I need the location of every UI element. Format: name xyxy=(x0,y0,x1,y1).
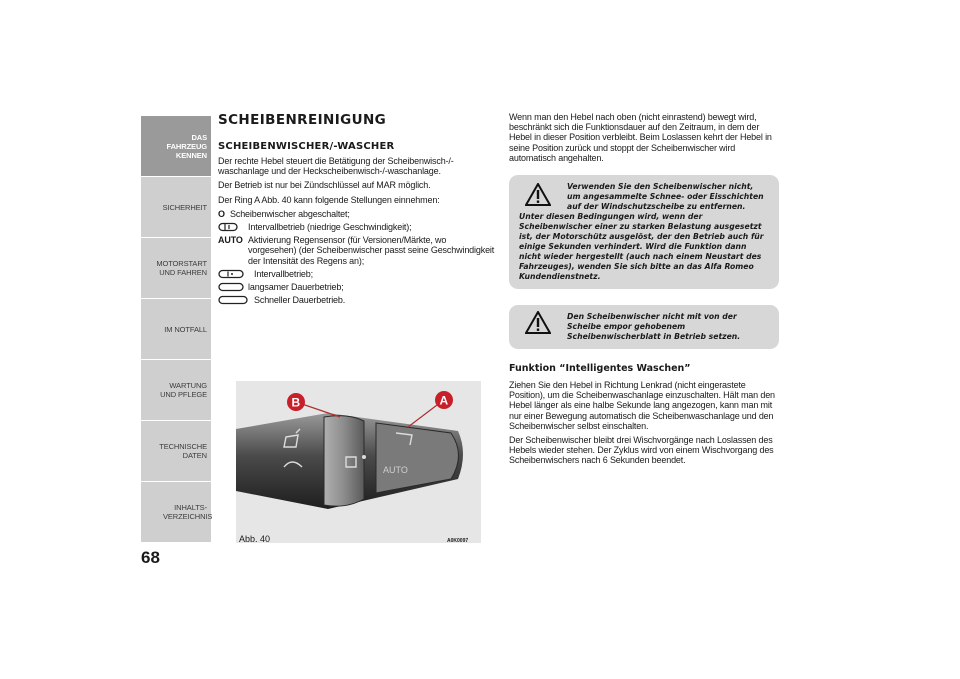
position-item-interval-slow xyxy=(218,222,495,232)
lever-auto-text: AUTO xyxy=(383,465,408,475)
position-item-fast-continuous xyxy=(218,295,495,305)
slow-continuous-icon xyxy=(218,282,248,292)
warning-box xyxy=(509,305,779,349)
interval-icon xyxy=(218,269,254,279)
paragraph: Der Scheibenwischer bleibt drei Wischvorgänge nach Loslassen des Hebels wieder stehen. Der Zyklus wird von einem Wischvorgang des Scheibenwischers nach 6 Sekunden beendet. xyxy=(509,435,774,466)
paragraph: Der Betrieb ist nur bei Zündschlüssel auf MAR möglich. xyxy=(218,180,431,191)
warning-text xyxy=(519,312,769,342)
callout-a: A xyxy=(439,393,449,408)
paragraph: Der rechte Hebel steuert die Betätigung der Scheibenwisch-/-waschanlage und der Heckscheibenwisch-/-waschanlage. xyxy=(218,156,454,177)
subheading: Funktion “Intelligentes Waschen” xyxy=(509,363,691,375)
auto-symbol: AUTO xyxy=(218,235,243,246)
position-text: Schneller Dauerbetrieb. xyxy=(254,295,346,306)
warning-triangle-icon xyxy=(525,311,551,339)
fast-continuous-icon xyxy=(218,295,254,305)
callout-b: B xyxy=(291,395,301,410)
figure-caption: Abb. 40 xyxy=(239,534,271,544)
sidebar-tab-label: TECHNISCHE DATEN xyxy=(159,442,207,460)
position-item-auto xyxy=(218,235,495,266)
interval-slow-icon xyxy=(218,222,248,232)
position-item-slow-continuous xyxy=(218,282,495,292)
sidebar-tab-label: DAS FAHRZEUG KENNEN xyxy=(166,132,207,160)
sidebar-tab-label: INHALTS-VERZEICHNIS xyxy=(163,503,213,521)
warning-rest: Unter diesen Bedingungen wird, wenn der Scheibenwischer einer zu starken Belastung ausgesetzt ist, der Motorschütz ausgelöst, der den Betrieb auch für einige Sekunden verhindert. Wird die Funktion dann nicht wieder hergestellt (auch nach einem Neustart des Fahrzeuges), wenden Sie sich bitte an das Alfa Romeo Kundendienstnetz. xyxy=(519,212,764,282)
chapter-sidebar xyxy=(141,116,211,543)
sidebar-tab-label: WARTUNG UND PFLEGE xyxy=(160,381,207,399)
warning-lead: Verwenden Sie den Scheibenwischer nicht, um angesammelte Schnee- oder Eisschichten auf der Windschutzscheibe zu entfernen. xyxy=(567,182,764,212)
right-column xyxy=(509,112,779,470)
position-text: Scheibenwischer abgeschaltet; xyxy=(230,208,350,219)
sidebar-tab-im-notfall[interactable] xyxy=(141,299,211,359)
sidebar-tab-inhaltsverzeichnis[interactable] xyxy=(141,482,211,542)
figure-code: A0K0097 xyxy=(447,538,469,544)
warning-text xyxy=(519,182,769,282)
warning-box xyxy=(509,175,779,289)
wiper-lever-illustration xyxy=(236,381,481,543)
position-text: Aktivierung Regensensor (für Versionen/Märkte, wo vorgesehen) (der Scheibenwischer passt seine Geschwindigkeit der Intensität des Regens an); xyxy=(248,235,495,266)
position-item-off xyxy=(218,209,495,219)
section-title: SCHEIBENREINIGUNG xyxy=(218,112,387,128)
sidebar-tab-label: SICHERHEIT xyxy=(162,202,207,212)
sidebar-tab-technische-daten[interactable] xyxy=(141,421,211,481)
position-text: Intervallbetrieb (niedrige Geschwindigkeit); xyxy=(248,222,412,233)
sidebar-tab-das-fahrzeug-kennen[interactable] xyxy=(141,116,211,176)
paragraph: Wenn man den Hebel nach oben (nicht einrastend) bewegt wird, beschränkt sich die Funktionsdauer auf den Zeitraum, in dem der Hebel in dieser Position verbleibt. Beim Loslassen kehrt der Hebel in seine Position zurück und stoppt der Scheibenwischer wird automatisch angehalten. xyxy=(509,112,772,163)
position-item-interval xyxy=(218,269,495,279)
left-column xyxy=(218,112,495,308)
position-text: Intervallbetrieb; xyxy=(254,268,313,279)
off-symbol: O xyxy=(218,208,225,219)
sidebar-tab-wartung-und-pflege[interactable] xyxy=(141,360,211,420)
sidebar-tab-sicherheit[interactable] xyxy=(141,177,211,237)
sidebar-tab-label: MOTORSTART UND FAHREN xyxy=(156,259,207,277)
wiper-lever-figure xyxy=(236,381,481,543)
sidebar-tab-motorstart-und-fahren[interactable] xyxy=(141,238,211,298)
warning-triangle-icon xyxy=(525,183,551,211)
position-text: langsamer Dauerbetrieb; xyxy=(248,282,344,293)
sidebar-tab-label: IM NOTFALL xyxy=(164,324,207,334)
page-number: 68 xyxy=(141,548,160,567)
section-subtitle: SCHEIBENWISCHER/-WASCHER xyxy=(218,141,395,152)
paragraph: Der Ring A Abb. 40 kann folgende Stellungen einnehmen: xyxy=(218,194,440,205)
paragraph: Ziehen Sie den Hebel in Richtung Lenkrad (nicht eingerastete Position), um die Scheibenwaschanlage einzuschalten. Hält man den Hebel länger als eine halbe Sekunde lang angezogen, kann man mit nur einer Bewegung automatisch die Scheibenwaschanlage und den Scheibenwischer selbst einschalten. xyxy=(509,380,775,431)
warning-body: Den Scheibenwischer nicht mit von der Scheibe empor gehobenem Scheibenwischerblatt in Betrieb setzen. xyxy=(567,312,741,342)
